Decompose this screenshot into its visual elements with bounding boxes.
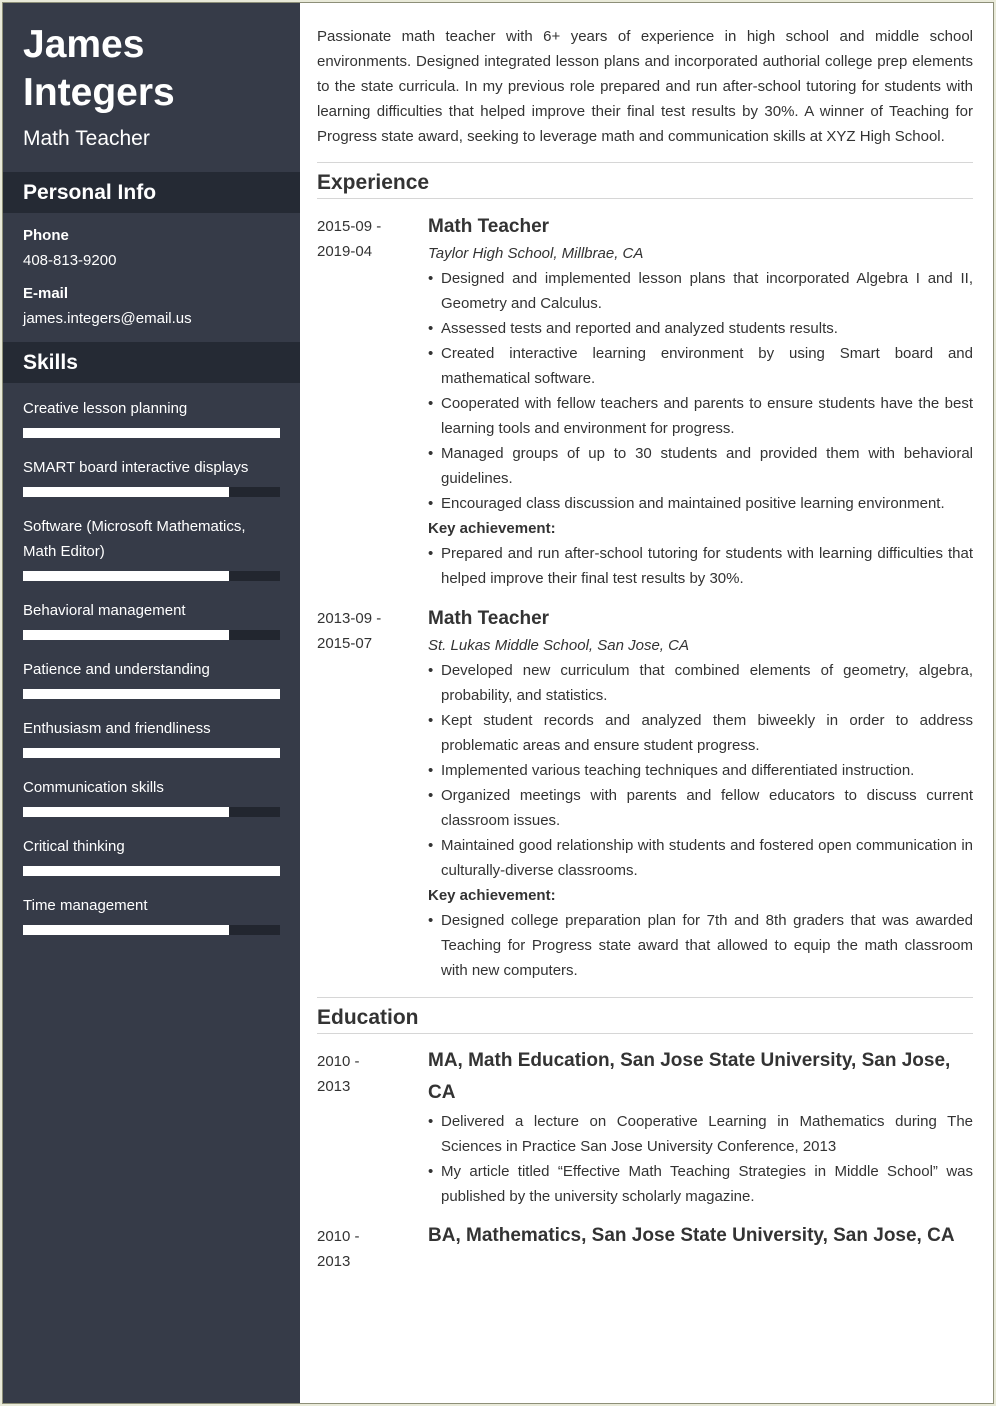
experience-entry — [317, 214, 973, 591]
skill-bar-fill — [23, 630, 229, 640]
phone-value: 408-813-9200 — [23, 252, 117, 269]
skill-bar-fill — [23, 571, 229, 581]
skill-name: Behavioral management — [23, 602, 186, 619]
date-end: 2015-07 — [317, 635, 373, 652]
main-content — [300, 3, 993, 1403]
key-achievement-label: Key achievement: — [428, 520, 556, 537]
skill-bar — [23, 866, 280, 876]
experience-entry — [317, 606, 973, 983]
skill-bar-fill — [23, 487, 229, 497]
education-entry — [317, 1224, 973, 1274]
skill-bar-fill — [23, 428, 280, 438]
list-item: • Developed new curriculum that combined elements of geometry, algebra, probability, and statistics. — [428, 658, 973, 708]
skill-item — [23, 514, 280, 581]
duties-list — [428, 658, 973, 883]
list-item: • Organized meetings with parents and fellow educators to discuss current classroom issues. — [428, 783, 973, 833]
resume-page — [2, 2, 994, 1404]
email-label: E-mail — [23, 285, 69, 302]
list-item: • Maintained good relationship with students and fostered open communication in culturally-diverse classrooms. — [428, 833, 973, 883]
skill-bar-fill — [23, 689, 280, 699]
skill-item — [23, 598, 280, 640]
job-title: Math Teacher — [23, 127, 150, 150]
skill-bar-fill — [23, 866, 280, 876]
entry-body — [428, 1049, 973, 1209]
list-item: • Designed college preparation plan for 7th and 8th graders that was awarded Teaching for Progress state award that allowed to equip the math classroom with new computers. — [428, 908, 973, 983]
last-name: Integers — [23, 71, 175, 114]
skill-bar-fill — [23, 925, 229, 935]
skill-name: Creative lesson planning — [23, 400, 188, 417]
list-item: • Prepared and run after-school tutoring for students with learning difficulties that helped improve their final test results by 30%. — [428, 541, 973, 591]
date-end: 2013 — [317, 1253, 351, 1270]
list-item: • Cooperated with fellow teachers and parents to ensure students have the best learning tools and environment for progress. — [428, 391, 973, 441]
duties-list — [428, 266, 973, 516]
entry-date — [317, 1049, 428, 1209]
skill-bar — [23, 428, 280, 438]
list-item: • Managed groups of up to 30 students and provided them with behavioral guidelines. — [428, 441, 973, 491]
entry-organization: St. Lukas Middle School, San Jose, CA — [428, 637, 689, 654]
personal-info-heading: Personal Info — [3, 172, 300, 213]
phone-label: Phone — [23, 227, 69, 244]
date-start: 2013-09 - — [317, 610, 382, 627]
candidate-name — [3, 21, 300, 117]
skill-item — [23, 396, 280, 438]
experience-list — [317, 214, 973, 983]
list-item: • Designed and implemented lesson plans that incorporated Algebra I and II, Geometry and Calculus. — [428, 266, 973, 316]
email-value: james.integers@email.us — [23, 310, 192, 327]
skill-bar-fill — [23, 748, 280, 758]
skill-item — [23, 657, 280, 699]
entry-title: Math Teacher — [428, 608, 550, 629]
education-list — [317, 1049, 973, 1274]
list-item: • Assessed tests and reported and analyzed students results. — [428, 316, 973, 341]
achievements-list — [428, 541, 973, 591]
skill-bar — [23, 748, 280, 758]
education-entry — [317, 1049, 973, 1209]
list-item: • Delivered a lecture on Cooperative Learning in Mathematics during The Sciences in Practice San Jose University Conference, 2013 — [428, 1109, 973, 1159]
key-achievement-label: Key achievement: — [428, 887, 556, 904]
skill-name: Patience and understanding — [23, 661, 210, 678]
date-start: 2015-09 - — [317, 218, 382, 235]
entry-date — [317, 606, 428, 983]
degree-title: MA, Math Education, San Jose State University, San Jose, CA — [428, 1050, 951, 1103]
date-start: 2010 - — [317, 1053, 360, 1070]
entry-organization: Taylor High School, Millbrae, CA — [428, 245, 644, 262]
date-end: 2013 — [317, 1078, 351, 1095]
skill-name: Critical thinking — [23, 838, 125, 855]
entry-body — [428, 1224, 973, 1274]
entry-date — [317, 1224, 428, 1274]
degree-title: BA, Mathematics, San Jose State University, San Jose, CA — [428, 1225, 955, 1246]
date-end: 2019-04 — [317, 243, 373, 260]
summary: Passionate math teacher with 6+ years of experience in high school and middle school environments. Designed integrated lesson plans and incorporated authorial college prep elements to the state curricula. In my previous role prepared and run after-school tutoring for students with learning difficulties that helped improve their final test results by 30%. A winner of Teaching for Progress state award, seeking to leverage math and communication skills at XYZ High School. — [317, 28, 973, 145]
first-name: James — [23, 23, 145, 66]
education-details — [428, 1109, 973, 1209]
skill-name: Enthusiasm and friendliness — [23, 720, 211, 737]
skill-name: SMART board interactive displays — [23, 459, 249, 476]
skill-bar-fill — [23, 807, 229, 817]
skill-bar — [23, 807, 280, 817]
skill-name: Time management — [23, 897, 148, 914]
entry-body — [428, 214, 973, 591]
skill-item — [23, 893, 280, 935]
personal-info — [3, 226, 300, 342]
skills-list — [3, 383, 300, 935]
list-item: • Created interactive learning environment by using Smart board and mathematical software. — [428, 341, 973, 391]
skill-item — [23, 716, 280, 758]
skill-bar — [23, 689, 280, 699]
experience-heading: Experience — [317, 162, 973, 199]
skill-bar — [23, 571, 280, 581]
skill-name: Software (Microsoft Mathematics, Math Editor) — [23, 518, 246, 560]
list-item: • Encouraged class discussion and maintained positive learning environment. — [428, 491, 973, 516]
list-item: • My article titled “Effective Math Teaching Strategies in Middle School” was published by the university scholarly magazine. — [428, 1159, 973, 1209]
education-heading: Education — [317, 997, 973, 1034]
skill-item — [23, 455, 280, 497]
skill-item — [23, 834, 280, 876]
entry-body — [428, 606, 973, 983]
entry-date — [317, 214, 428, 591]
list-item: • Kept student records and analyzed them biweekly in order to address problematic areas and ensure student progress. — [428, 708, 973, 758]
skill-bar — [23, 630, 280, 640]
achievements-list — [428, 908, 973, 983]
skill-bar — [23, 925, 280, 935]
skills-heading: Skills — [3, 342, 300, 383]
skill-name: Communication skills — [23, 779, 164, 796]
sidebar — [3, 3, 300, 1403]
entry-title: Math Teacher — [428, 216, 550, 237]
date-start: 2010 - — [317, 1228, 360, 1245]
skill-bar — [23, 487, 280, 497]
skill-item — [23, 775, 280, 817]
list-item: • Implemented various teaching techniques and differentiated instruction. — [428, 758, 973, 783]
